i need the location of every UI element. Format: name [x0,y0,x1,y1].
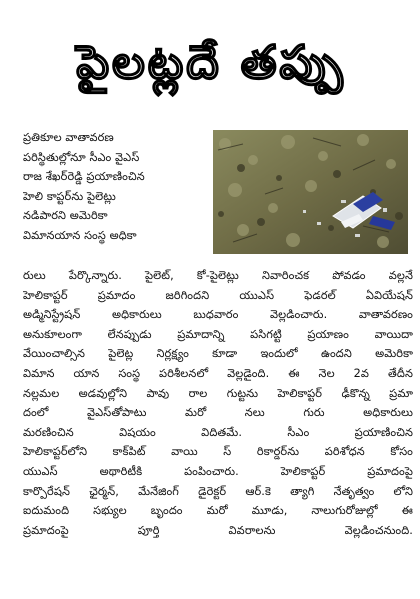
article-text-line: కార్పొరేషన్ ఛైర్మన్, మేనేజింగ్ డైరెక్టర్ ఆర్.కె త్యాగి నేతృత్వం లోని [23,484,413,498]
headline: పైలట్లదే తప్పు [76,35,346,89]
article-text-line: మరణించిన విషయం విదితమే. సీఎం ప్రయాణించిన [23,425,413,439]
article-text-line: దంలో వైఎస్‌తోపాటు మరో నలు గురు అధికారులు [23,406,413,420]
article-text-line: రులు పేర్కొన్నారు. పైలెట్, కో-పైలెట్లు నివారించక పోవడం వల్లనే [23,269,413,282]
article-text-line: ఐదుమంది సభ్యుల బృందం మరో మూడు, నాలుగురోజుల్లో ఈ [23,504,413,518]
article-text-line: నల్లమల అడవుల్లోని పావు రాల గుట్టను హెలికాప్టర్ ఢీకొన్న ప్రమా [23,386,413,400]
article-text-line: అడ్మినిస్ట్రేషన్ అధికారులు బుధవారం వెల్లడించారు. వాతావరణం [23,308,413,322]
article-text-line: యుఎస్ అథారిటీకి పంపించారు. హెలికాప్టర్ ప్రమాదంపై [23,464,413,478]
article-text-line: హెలికాప్టర్‌లోని కాక్‌పిట్ వాయి స్ రికార్డర్‌ను పరిశోధన కోసం [23,445,413,459]
article-text-line: హెలికాప్టర్ ప్రమాదం జరిగిందని యుఎస్ ఫెడరల్ ఏవియేషన్ [23,288,413,302]
article-text-line: నడిపారని అమెరికా [23,209,108,223]
article-text-line: విమాన యాన సంస్థ పరిశీలనలో వెల్లడైంది. ఈ నెల 2వ తేదీన [23,366,413,380]
article-body [23,266,413,540]
article-text-line: ప్రమాదంపై పూర్తి వివరాలను వెల్లడించనుంది. [23,523,413,537]
wreckage-photo-graphic [213,130,408,254]
article-text-line: విమానయాన సంస్థ అధికా [23,228,137,242]
article-text-line: వేయించాల్సిన పైలెట్ల నిర్లక్ష్యం కూడా ఇందులో ఉందని అమెరికా [23,347,413,361]
crash-wreckage-photo [213,130,408,254]
article-text-line: పరిస్థితుల్లోనూ సీఎం వైఎస్ [23,150,140,164]
article-text-line: అనుకూలంగా లేనప్పుడు ప్రమాదాన్ని పసిగట్టి ప్రయాణం వాయిదా [23,327,413,341]
article-intro [23,128,209,246]
article-text-line: ప్రతికూల వాతావరణ [23,131,114,144]
article-text-line: రాజ శేఖర్‌రెడ్డి ప్రయాణించిన [23,170,145,184]
article-text-line: హెలి కాప్టర్‌ను పైలెట్లు [23,189,116,203]
